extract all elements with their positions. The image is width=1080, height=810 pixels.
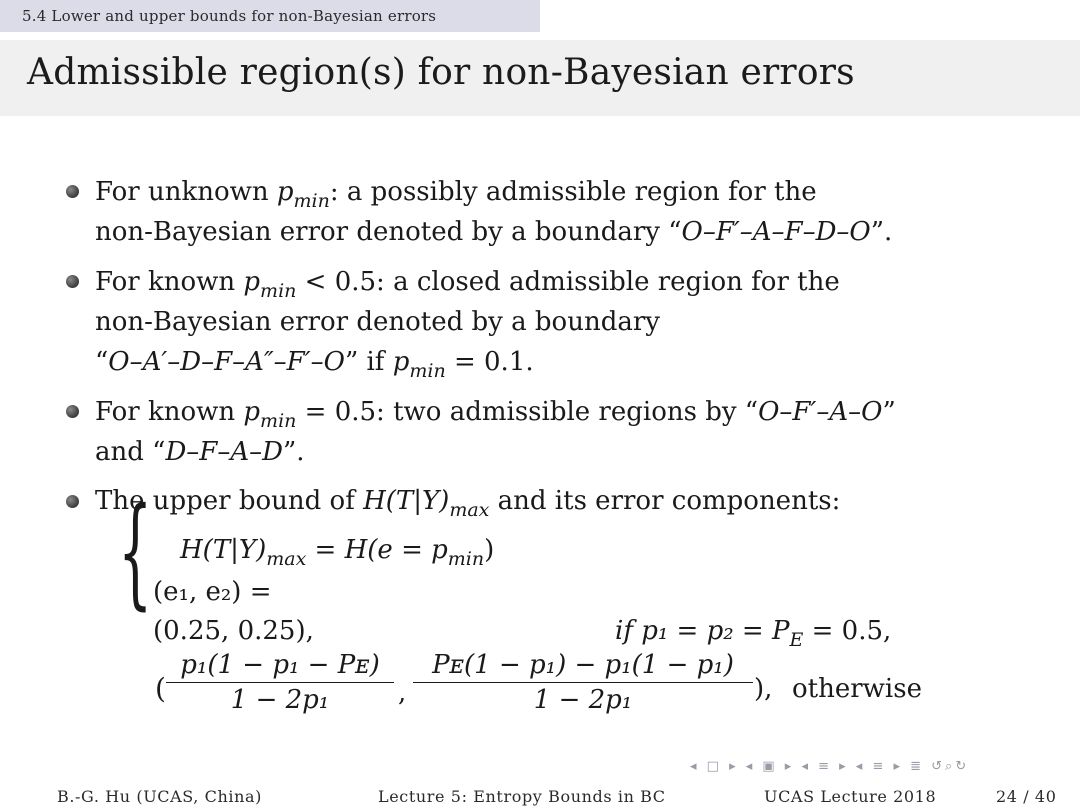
footer-author: B.-G. Hu (UCAS, China) (57, 787, 263, 806)
bullet-icon (66, 275, 79, 288)
case-2-comma: , (398, 678, 407, 708)
bullet-1-line-1: For unknown $p_{min}$: a possibly admissible region for the (95, 177, 817, 212)
bullet-3-line-1: For known $p_{min} = 0.5$: two admissible regions by “O–F′–A–O” (95, 397, 896, 432)
bullet-icon (66, 405, 79, 418)
fraction-e1 (166, 650, 394, 715)
equation-upper-bound: $H(T|Y)_{max} = H(e = p_{min})$ (180, 535, 495, 570)
case-1-value: (0.25, 0.25), (153, 616, 314, 646)
bullet-2-line-2: non-Bayesian error denoted by a boundary (95, 307, 660, 337)
bullet-1-line-2: non-Bayesian error denoted by a boundary “O–F′–A–F–D–O”. (95, 217, 893, 247)
footer-lecture: Lecture 5: Entropy Bounds in BC (378, 787, 666, 806)
beamer-navigation-icons[interactable]: ◂ □ ▸ ◂ ▣ ▸ ◂ ≡ ▸ ◂ ≡ ▸ ≣ ↺⌕↻ (690, 759, 970, 774)
bullet-icon (66, 495, 79, 508)
header-bar (0, 0, 1080, 32)
footer-event: UCAS Lecture 2018 (764, 787, 937, 806)
fraction-e2 (413, 650, 753, 715)
bullet-3-line-2: and “D–F–A–D”. (95, 437, 305, 467)
footer (0, 782, 1080, 810)
fraction-e1-denominator: 1 − 2p₁ (230, 685, 330, 715)
bullet-2-line-3: “O–A′–D–F–A″–F′–O” if $p_{min} = 0.1$. (95, 347, 534, 382)
case-1-condition: if $p_1 = p_2 = P_E = 0.5$, (615, 616, 892, 651)
title-bar (0, 40, 1080, 116)
case-2-condition: otherwise (792, 674, 922, 704)
bullet-4-line-1: The upper bound of $H(T|Y)_{max}$ and its error components: (95, 486, 841, 521)
bullet-2-line-1: For known $p_{min} < 0.5$: a closed admissible region for the (95, 267, 840, 302)
case-2-open-paren: ( (155, 672, 166, 705)
fraction-e2-numerator: Pᴇ(1 − p₁) − p₁(1 − p₁) (413, 650, 753, 683)
equation-error-components: (e₁, e₂) = (153, 577, 272, 607)
fraction-e2-denominator: 1 − 2p₁ (533, 685, 633, 715)
case-2-close-paren: ), (754, 674, 773, 704)
left-brace: { (118, 483, 153, 622)
slide-title: Admissible region(s) for non-Bayesian errors (27, 52, 855, 93)
fraction-e1-numerator: p₁(1 − p₁ − Pᴇ) (166, 650, 394, 683)
section-heading: 5.4 Lower and upper bounds for non-Bayesian errors (0, 0, 540, 32)
footer-page-number: 24 / 40 (996, 787, 1057, 806)
bullet-icon (66, 185, 79, 198)
